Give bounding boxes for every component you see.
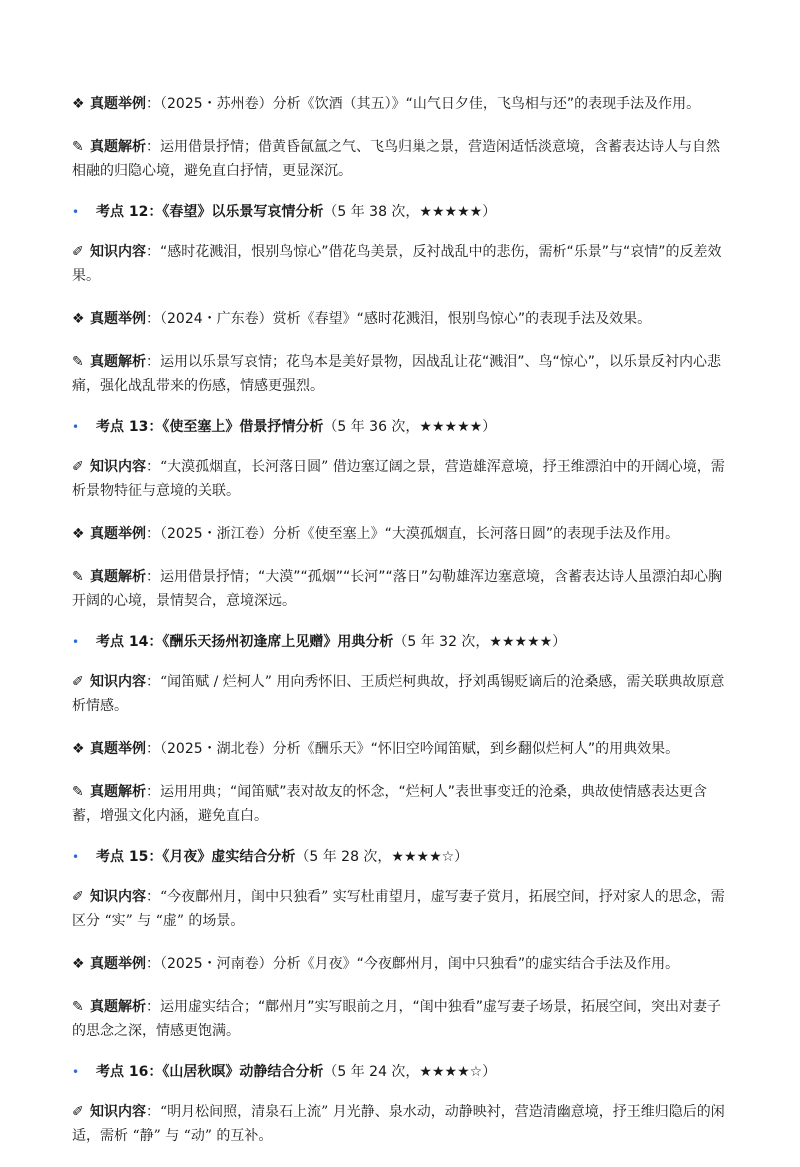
- diamond-icon: ❖: [72, 96, 85, 112]
- analysis-text: ：运用用典；“闻笛赋”表对故友的怀念，“烂柯人”表世事变迁的沧桑，典故使情感表达更含蓄，增强文化内涵，避免直白。: [72, 784, 708, 824]
- analysis-text: ：运用虚实结合；“鄜州月”实写眼前之月，“闺中独看”虚写妻子场景，拓展空间，突出对妻子的思念之深，情感更饱满。: [72, 999, 722, 1039]
- analysis-paragraph: [72, 995, 732, 1043]
- analysis-text: ：运用借景抒情；借黄昏氤氲之气、飞鸟归巢之景，营造闲适恬淡意境，含蓄表达诗人与自然相融的归隐心境，避免直白抒情，更显深沉。: [72, 139, 720, 179]
- knowledge-paragraph: [72, 1100, 732, 1148]
- bullet-icon: •: [72, 1065, 80, 1079]
- pen-icon: ✐: [72, 674, 84, 690]
- knowledge-paragraph: [72, 885, 732, 933]
- exam-point-frequency: （5 年 36 次，★★★★★）: [323, 419, 497, 435]
- knowledge-text: ：“今夜鄜州月，闺中只独看” 实写杜甫望月，虚写妻子赏月，拓展空间，抒对家人的思念，需区分 “实” 与 “虚” 的场景。: [72, 889, 725, 929]
- exam-point-heading: [72, 202, 732, 222]
- document-body: [72, 92, 732, 1167]
- example-label: 真题举例: [90, 526, 146, 542]
- exam-point-title: 考点 13：《使至塞上》借景抒情分析: [96, 419, 324, 435]
- bullet-icon: •: [72, 420, 80, 434]
- pen-icon: ✐: [72, 244, 84, 260]
- example-paragraph: [72, 522, 732, 546]
- example-label: 真题举例: [90, 96, 146, 112]
- analysis-label: 真题解析: [90, 999, 146, 1015]
- bullet-icon: •: [72, 205, 80, 219]
- exam-point-heading: [72, 1062, 732, 1082]
- pencil-icon: ✎: [72, 569, 84, 585]
- knowledge-label: 知识内容: [90, 889, 146, 905]
- example-text: ：（2025・浙江卷）分析《使至塞上》“大漠孤烟直，长河落日圆”的表现手法及作用。: [146, 526, 680, 542]
- knowledge-paragraph: [72, 670, 732, 718]
- knowledge-text: ：“感时花溅泪，恨别鸟惊心”借花鸟美景，反衬战乱中的悲伤，需析“乐景”与“哀情”的反差效果。: [72, 244, 722, 284]
- exam-point-title: 考点 14：《酬乐天扬州初逢席上见赠》用典分析: [96, 634, 394, 650]
- diamond-icon: ❖: [72, 526, 85, 542]
- knowledge-label: 知识内容: [90, 674, 146, 690]
- diamond-icon: ❖: [72, 311, 85, 327]
- knowledge-paragraph: [72, 240, 732, 288]
- pencil-icon: ✎: [72, 139, 84, 155]
- example-text: ：（2025・河南卷）分析《月夜》“今夜鄜州月，闺中只独看”的虚实结合手法及作用。: [146, 956, 680, 972]
- analysis-label: 真题解析: [90, 784, 146, 800]
- example-paragraph: [72, 307, 732, 331]
- knowledge-text: ：“闻笛赋 / 烂柯人” 用向秀怀旧、王质烂柯典故，抒刘禹锡贬谪后的沧桑感，需关联典故原意析情感。: [72, 674, 725, 714]
- exam-point-frequency: （5 年 28 次，★★★★☆）: [295, 849, 469, 865]
- exam-point-heading: [72, 632, 732, 652]
- pencil-icon: ✎: [72, 784, 84, 800]
- example-label: 真题举例: [90, 956, 146, 972]
- example-text: ：（2025・苏州卷）分析《饮酒（其五）》“山气日夕佳，飞鸟相与还”的表现手法及作用。: [146, 96, 701, 112]
- knowledge-text: ：“大漠孤烟直，长河落日圆” 借边塞辽阔之景，营造雄浑意境，抒王维漂泊中的开阔心境，需析景物特征与意境的关联。: [72, 459, 725, 499]
- example-text: ：（2024・广东卷）赏析《春望》“感时花溅泪，恨别鸟惊心”的表现手法及效果。: [146, 311, 652, 327]
- pen-icon: ✐: [72, 459, 84, 475]
- analysis-text: ：运用借景抒情；“大漠”“孤烟”“长河”“落日”勾勒雄浑边塞意境，含蓄表达诗人虽漂泊却心胸开阔的心境，景情契合，意境深远。: [72, 569, 723, 609]
- analysis-label: 真题解析: [90, 569, 146, 585]
- knowledge-label: 知识内容: [90, 1104, 146, 1120]
- example-paragraph: [72, 737, 732, 761]
- diamond-icon: ❖: [72, 956, 85, 972]
- example-label: 真题举例: [90, 741, 146, 757]
- pen-icon: ✐: [72, 1104, 84, 1120]
- analysis-paragraph: [72, 350, 732, 398]
- exam-point-frequency: （5 年 24 次，★★★★☆）: [323, 1064, 497, 1080]
- analysis-label: 真题解析: [90, 139, 146, 155]
- example-paragraph: [72, 92, 732, 116]
- analysis-label: 真题解析: [90, 354, 146, 370]
- analysis-paragraph: [72, 135, 732, 183]
- pencil-icon: ✎: [72, 354, 84, 370]
- analysis-text: ：运用以乐景写哀情；花鸟本是美好景物，因战乱让花“溅泪”、鸟“惊心”，以乐景反衬内心悲痛，强化战乱带来的伤感，情感更强烈。: [72, 354, 722, 394]
- exam-point-heading: [72, 847, 732, 867]
- bullet-icon: •: [72, 635, 80, 649]
- exam-point-frequency: （5 年 38 次，★★★★★）: [323, 204, 497, 220]
- bullet-icon: •: [72, 850, 80, 864]
- exam-point-frequency: （5 年 32 次，★★★★★）: [393, 634, 567, 650]
- knowledge-paragraph: [72, 455, 732, 503]
- example-paragraph: [72, 952, 732, 976]
- exam-point-title: 考点 15：《月夜》虚实结合分析: [96, 849, 296, 865]
- knowledge-label: 知识内容: [90, 459, 146, 475]
- knowledge-text: ：“明月松间照，清泉石上流” 月光静、泉水动，动静映衬，营造清幽意境，抒王维归隐后的闲适，需析 “静” 与 “动” 的互补。: [72, 1104, 725, 1144]
- exam-point-heading: [72, 417, 732, 437]
- analysis-paragraph: [72, 565, 732, 613]
- example-label: 真题举例: [90, 311, 146, 327]
- exam-point-title: 考点 16：《山居秋暝》动静结合分析: [96, 1064, 324, 1080]
- example-text: ：（2025・湖北卷）分析《酬乐天》“怀旧空吟闻笛赋，到乡翻似烂柯人”的用典效果。: [146, 741, 680, 757]
- exam-point-title: 考点 12：《春望》以乐景写哀情分析: [96, 204, 324, 220]
- diamond-icon: ❖: [72, 741, 85, 757]
- pen-icon: ✐: [72, 889, 84, 905]
- analysis-paragraph: [72, 780, 732, 828]
- knowledge-label: 知识内容: [90, 244, 146, 260]
- pencil-icon: ✎: [72, 999, 84, 1015]
